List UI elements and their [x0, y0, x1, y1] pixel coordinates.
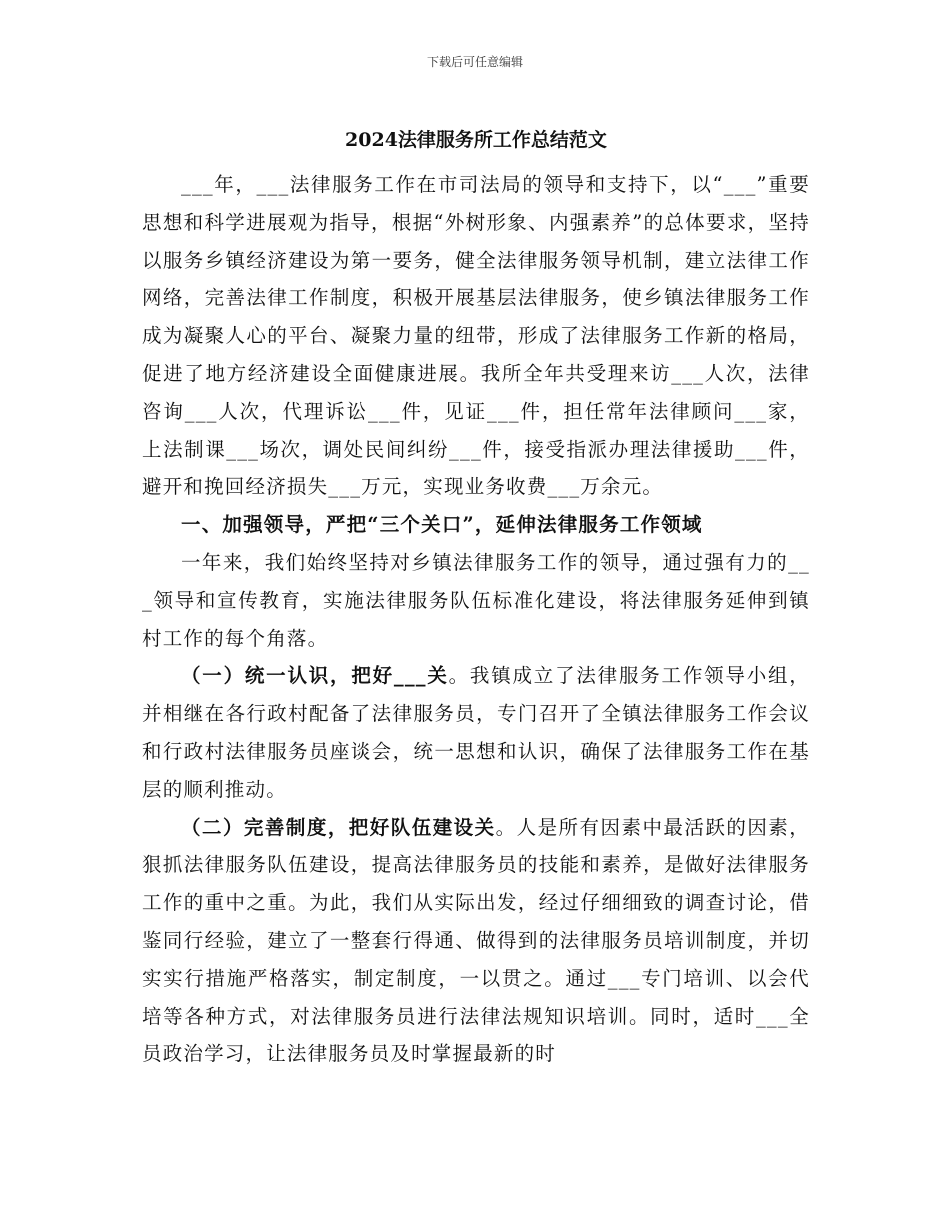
page-header-note: 下载后可任意编辑 — [426, 55, 523, 69]
section-1-paragraph: 一年来，我们始终坚持对乡镇法律服务工作的领导，通过强有力的___领导和宣传教育，实施法律服务队伍标准化建设，将法律服务延伸到镇村工作的每个角落。 — [142, 550, 810, 650]
subsection-1-paragraph — [142, 657, 810, 808]
subsection-2-heading: （二）完善制度，把好队伍建设关 — [181, 815, 496, 839]
document-body — [142, 126, 810, 1073]
subsection-2-paragraph — [142, 809, 810, 1074]
subsection-1-text: 。我镇成立了法律服务工作领导小组，并相继在各行政村配备了法律服务员，专门召开了全镇法律服务工作会议和行政村法律服务员座谈会，统一思想和认识，确保了法律服务工作在基层的顺利推动。 — [142, 664, 810, 801]
section-1-heading: 一、加强领导，严把“三个关口”，延伸法律服务工作领域 — [181, 513, 703, 537]
subsection-2-text: 。人是所有因素中最活跃的因素，狠抓法律服务队伍建设，提高法律服务员的技能和素养，是做好法律服务工作的重中之重。为此，我们从实际出发，经过仔细细致的调查讨论，借鉴同行经验，建立了一整套行得通、做得到的法律服务员培训制度，并切实实行措施严格落实，制定制度，一以贯之。通过___专门培训、以会代培等各种方式，对法律服务员进行法律法规知识培训。同时，适时___全员政治学习，让法律服务员及时掌握最新的时 — [142, 815, 810, 1066]
intro-paragraph: ___年，___法律服务工作在市司法局的领导和支持下，以“___”重要思想和科学进展观为指导，根据“外树形象、内强素养”的总体要求，坚持以服务乡镇经济建设为第一要务，健全法律服务领导机制，建立法律工作网络，完善法律工作制度，积极开展基层法律服务，使乡镇法律服务工作成为凝聚人心的平台、凝聚力量的纽带，形成了法律服务工作新的格局，促进了地方经济建设全面健康进展。我所全年共受理来访___人次，法律咨询___人次，代理诉讼___件，见证___件，担任常年法律顾问___家，上法制课___场次，调处民间纠纷___件，接受指派办理法律援助___件，避开和挽回经济损失___万元，实现业务收费___万余元。 — [142, 173, 810, 499]
document-title: 2024法律服务所工作总结范文 — [345, 129, 607, 151]
subsection-1-heading: （一）统一认识，把好___关 — [181, 664, 449, 688]
